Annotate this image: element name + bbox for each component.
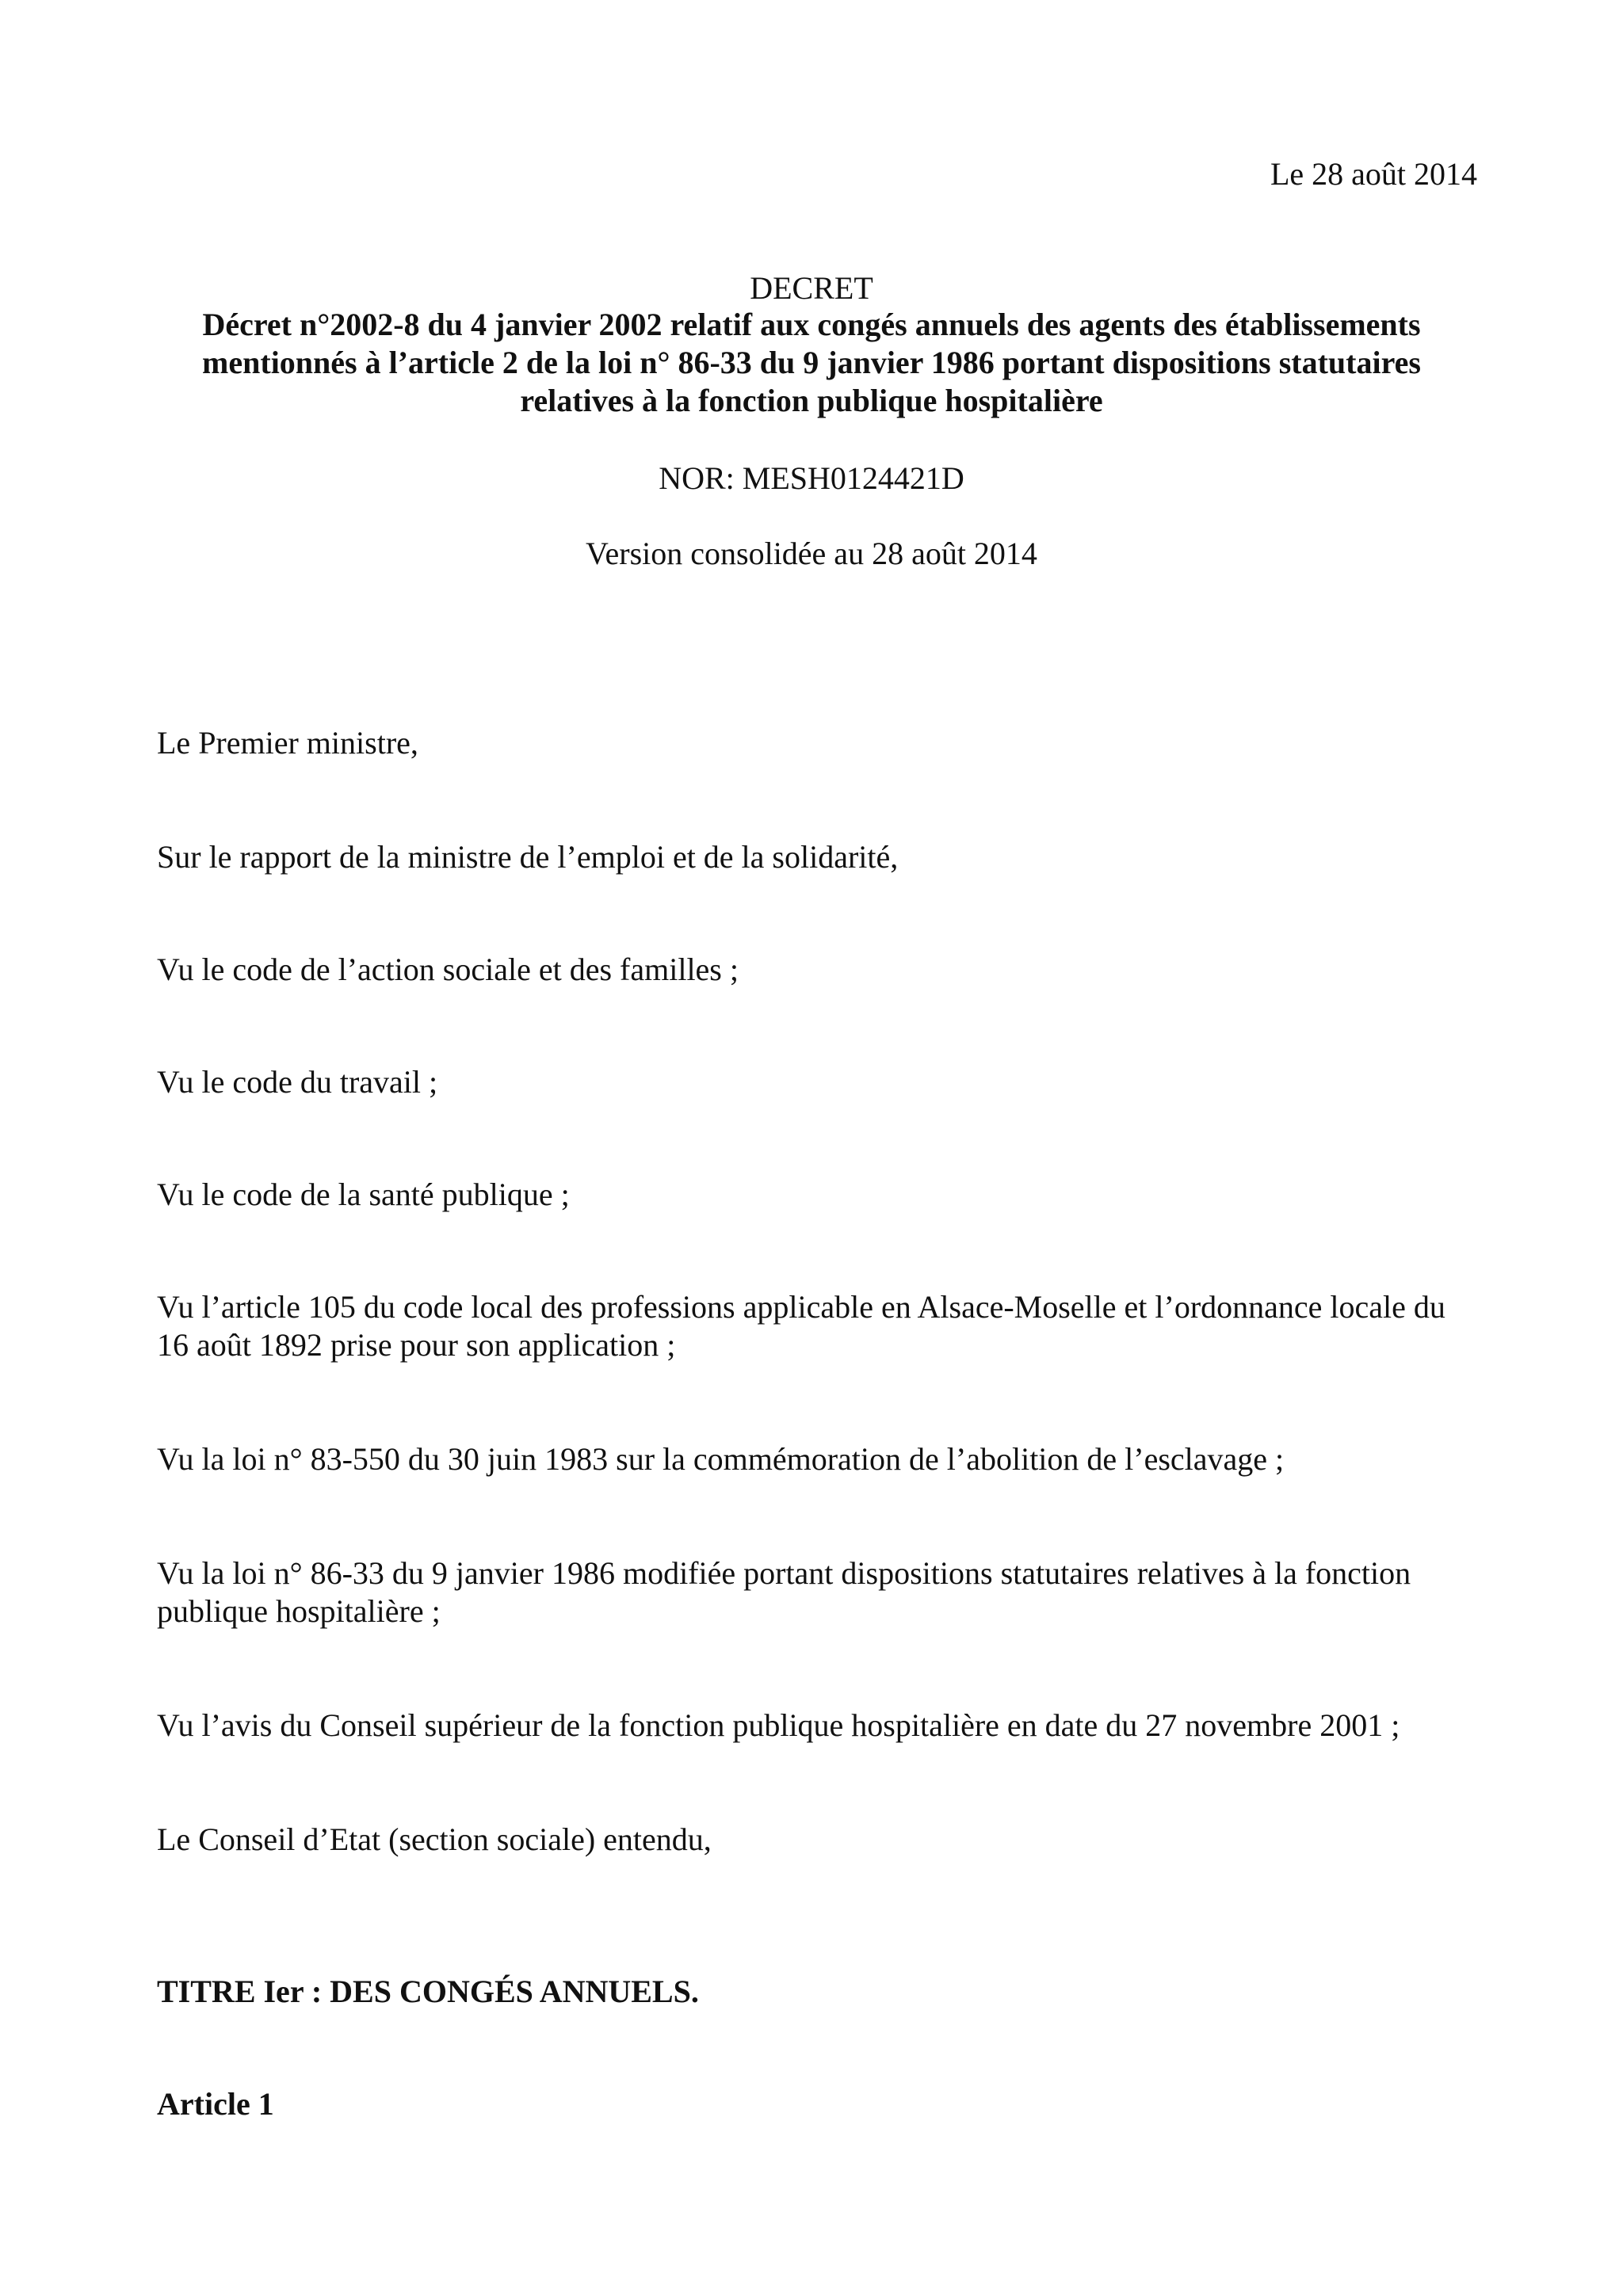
preamble-paragraph: Vu le code de l’action sociale et des familles ;: [157, 952, 739, 987]
article-heading: Article 1: [157, 2086, 274, 2122]
document-title: Décret n°2002-8 du 4 janvier 2002 relatif aux congés annuels des agents des établissements mentionnés à l’article 2 de la loi n° 86-33 du 9 janvier 1986 portant dispositions statutaires relatives à la fonction publique hospitalière: [202, 307, 1421, 418]
preamble-paragraph: Vu la loi n° 83-550 du 30 juin 1983 sur la commémoration de l’abolition de l’esclavage ;: [157, 1441, 1285, 1477]
document-kind: DECRET: [750, 270, 873, 306]
version-line: Version consolidée au 28 août 2014: [586, 536, 1037, 571]
document-date: Le 28 août 2014: [1270, 156, 1477, 192]
preamble-paragraph: Le Premier ministre,: [157, 725, 418, 761]
preamble-paragraph: Vu l’article 105 du code local des professions applicable en Alsace-Moselle et l’ordonnance locale du 16 août 1892 prise pour son application ;: [157, 1289, 1445, 1363]
preamble-paragraph: Le Conseil d’Etat (section sociale) entendu,: [157, 1821, 712, 1857]
preamble-paragraph: Vu l’avis du Conseil supérieur de la fonction publique hospitalière en date du 27 novembre 2001 ;: [157, 1707, 1400, 1743]
preamble-paragraph: Vu le code de la santé publique ;: [157, 1177, 570, 1212]
titre-heading: TITRE Ier : DES CONGÉS ANNUELS.: [157, 1974, 699, 2009]
preamble-paragraph: Vu la loi n° 86-33 du 9 janvier 1986 modifiée portant dispositions statutaires relatives à la fonction publique hospitalière ;: [157, 1555, 1411, 1629]
nor-reference: NOR: MESH0124421D: [659, 460, 964, 496]
preamble-paragraph: Vu le code du travail ;: [157, 1064, 438, 1100]
preamble-paragraph: Sur le rapport de la ministre de l’emploi et de la solidarité,: [157, 839, 899, 875]
